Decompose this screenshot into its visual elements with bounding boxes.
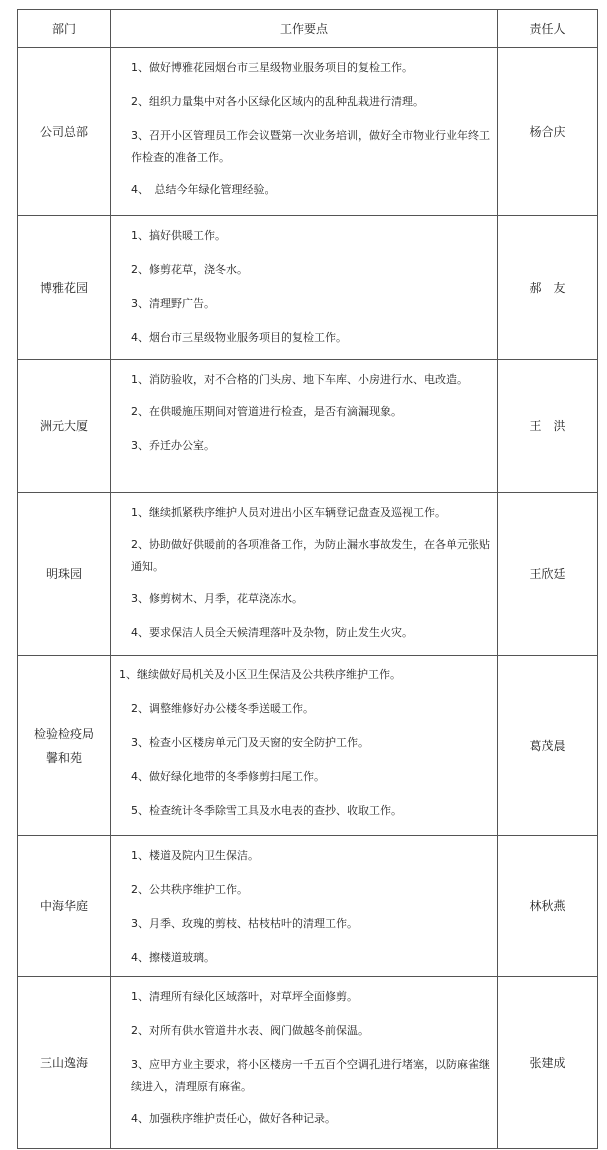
owner-cell: 杨合庆 (498, 48, 598, 216)
points-cell (111, 493, 498, 656)
header-owner: 责任人 (498, 10, 598, 48)
table-row (18, 836, 598, 977)
owner-cell: 郝 友 (498, 216, 598, 360)
work-item: 3、清理野广告。 (131, 297, 215, 310)
table-row (18, 656, 598, 836)
owner-cell: 王欣廷 (498, 493, 598, 656)
dept-cell: 洲元大厦 (18, 360, 111, 493)
table-row (18, 48, 598, 216)
dept-cell: 明珠园 (18, 493, 111, 656)
work-item: 3、乔迁办公室。 (131, 439, 215, 452)
work-item: 3、月季、玫瑰的剪枝、枯枝枯叶的清理工作。 (131, 917, 358, 930)
work-item: 1、做好博雅花园烟台市三星级物业服务项目的复检工作。 (131, 61, 413, 74)
dept-line: 馨和苑 (45, 750, 82, 765)
work-item: 1、继续抓紧秩序维护人员对进出小区车辆登记盘查及巡视工作。 (131, 506, 446, 519)
dept-cell: 中海华庭 (18, 836, 111, 977)
work-item: 2、组织力量集中对各小区绿化区域内的乱种乱栽进行清理。 (131, 95, 424, 108)
work-item: 4、加强秩序维护责任心，做好各种记录。 (131, 1112, 336, 1125)
work-item: 2、对所有供水管道井水表、阀门做越冬前保温。 (131, 1024, 369, 1037)
work-item: 1、清理所有绿化区域落叶，对草坪全面修剪。 (131, 990, 358, 1003)
owner-cell: 葛茂晨 (498, 656, 598, 836)
work-item: 4、要求保洁人员全天候清理落叶及杂物，防止发生火灾。 (131, 626, 413, 639)
work-item: 3、修剪树木、月季，花草浇冻水。 (131, 592, 303, 605)
work-item: 4、擦楼道玻璃。 (131, 951, 215, 964)
dept-cell (18, 656, 111, 836)
work-item: 5、检查统计冬季除雪工具及水电表的查抄、收取工作。 (131, 804, 402, 817)
header-row (18, 10, 598, 48)
owner-cell: 王 洪 (498, 360, 598, 493)
work-plan-table (17, 9, 598, 1149)
dept-line: 检验检疫局 (33, 726, 94, 741)
work-item: 2、修剪花草，浇冬水。 (131, 263, 248, 276)
work-item: 2、调整维修好办公楼冬季送暖工作。 (131, 702, 314, 715)
points-cell (111, 977, 498, 1149)
dept-cell: 博雅花园 (18, 216, 111, 360)
table-row (18, 216, 598, 360)
header-dept: 部门 (18, 10, 111, 48)
work-item: 1、搞好供暖工作。 (131, 229, 226, 242)
work-item: 1、消防验收，对不合格的门头房、地下车库、小房进行水、电改造。 (131, 373, 468, 386)
points-cell (111, 656, 498, 836)
owner-cell: 林秋燕 (498, 836, 598, 977)
points-cell (111, 360, 498, 493)
work-item: 1、楼道及院内卫生保洁。 (131, 849, 259, 862)
dept-cell: 三山逸海 (18, 977, 111, 1149)
points-cell (111, 48, 498, 216)
work-item: 3、召开小区管理员工作会议暨第一次业务培训，做好全市物业行业年终工作检查的准备工作。 (131, 129, 490, 164)
points-cell (111, 836, 498, 977)
work-item: 2、公共秩序维护工作。 (131, 883, 248, 896)
table-row (18, 360, 598, 493)
work-item: 4、烟台市三星级物业服务项目的复检工作。 (131, 331, 347, 344)
work-item: 4、做好绿化地带的冬季修剪扫尾工作。 (131, 770, 325, 783)
work-item: 4、 总结今年绿化管理经验。 (131, 183, 276, 196)
work-item: 3、检查小区楼房单元门及天窗的安全防护工作。 (131, 736, 369, 749)
work-item: 3、应甲方业主要求，将小区楼房一千五百个空调孔进行堵塞，以防麻雀继续进入，清理原有麻雀。 (131, 1058, 490, 1093)
owner-cell: 张建成 (498, 977, 598, 1149)
points-cell (111, 216, 498, 360)
table-row (18, 493, 598, 656)
header-points: 工作要点 (111, 10, 498, 48)
work-item: 2、协助做好供暖前的各项准备工作，为防止漏水事故发生，在各单元张贴通知。 (131, 538, 490, 573)
table-row (18, 977, 598, 1149)
work-item: 2、在供暖施压期间对管道进行检查，是否有滴漏现象。 (131, 405, 402, 418)
work-item: 1、继续做好局机关及小区卫生保洁及公共秩序维护工作。 (119, 668, 401, 681)
dept-cell: 公司总部 (18, 48, 111, 216)
